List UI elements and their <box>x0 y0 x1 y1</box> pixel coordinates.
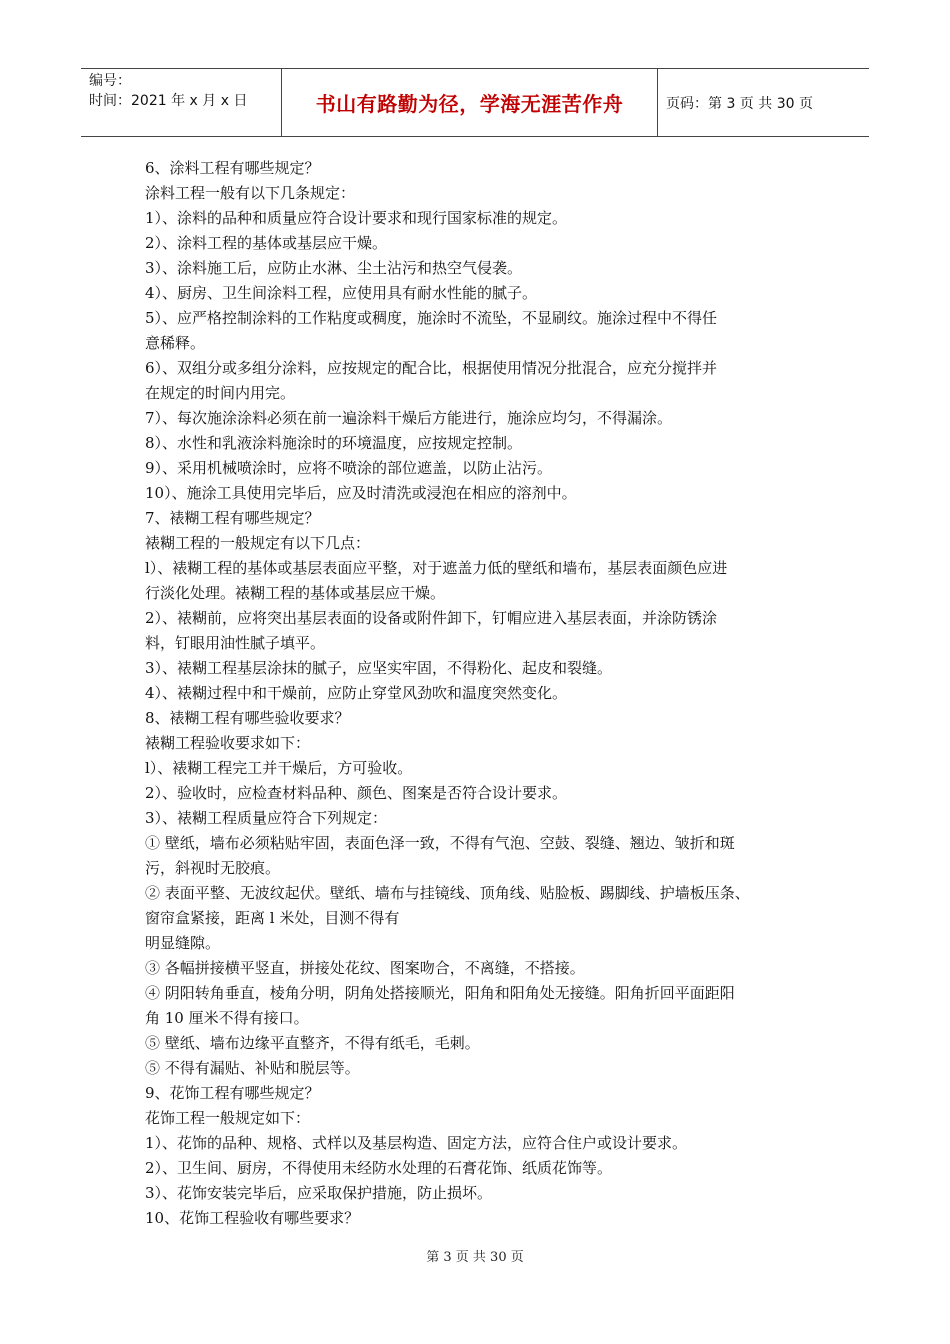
header-motto: 书山有路勤为径，学海无涯苦作舟 <box>282 69 658 136</box>
body-line: 料，钉眼用油性腻子填平。 <box>145 634 326 652</box>
body-line: 在规定的时间内用完。 <box>145 384 296 402</box>
body-line: 3）、涂料施工后，应防止水淋、尘土沾污和热空气侵袭。 <box>145 259 523 277</box>
body-line: 1）、花饰的品种、规格、式样以及基层构造、固定方法，应符合住户或设计要求。 <box>145 1134 688 1152</box>
body-line: 行淡化处理。裱糊工程的基体或基层应干燥。 <box>145 584 446 602</box>
header-page-info: 页码：第 3 页 共 30 页 <box>666 95 813 112</box>
body-line: 10）、施涂工具使用完毕后，应及时清洗或浸泡在相应的溶剂中。 <box>145 484 577 502</box>
body-line: 9、花饰工程有哪些规定？ <box>145 1084 320 1102</box>
body-line: 污，斜视时无胶痕。 <box>145 859 281 877</box>
body-line: 8）、水性和乳液涂料施涂时的环境温度，应按规定控制。 <box>145 434 523 452</box>
body-line: 2）、涂料工程的基体或基层应干燥。 <box>145 234 388 252</box>
body-line: 3）、花饰安装完毕后，应采取保护措施，防止损坏。 <box>145 1184 493 1202</box>
document-number-label: 编号： <box>89 73 131 89</box>
body-line: 裱糊工程的一般规定有以下几点： <box>145 534 371 552</box>
page-footer: 第 3 页 共 30 页 <box>426 1250 524 1265</box>
body-line: 裱糊工程验收要求如下： <box>145 734 311 752</box>
page-header <box>81 68 869 137</box>
body-line: ④ 阴阳转角垂直，棱角分明，阴角处搭接顺光，阳角和阳角处无接缝。阳角折回平面距阳 <box>145 984 735 1002</box>
body-line: 2）、验收时，应检查材料品种、颜色、图案是否符合设计要求。 <box>145 784 568 802</box>
body-line: 6、涂料工程有哪些规定？ <box>145 159 320 177</box>
body-line: 花饰工程一般规定如下： <box>145 1109 311 1127</box>
body-line: ⑤ 壁纸、墙布边缘平直整齐，不得有纸毛，毛刺。 <box>145 1034 480 1052</box>
body-line: 窗帘盒紧接，距离 l 米处，目测不得有 <box>145 909 400 927</box>
body-line: l）、裱糊工程完工并干燥后，方可验收。 <box>145 759 413 777</box>
body-line: 3）、裱糊工程质量应符合下列规定： <box>145 809 388 827</box>
body-line: 4）、裱糊过程中和干燥前，应防止穿堂风劲吹和温度突然变化。 <box>145 684 568 702</box>
body-line: 1）、涂料的品种和质量应符合设计要求和现行国家标准的规定。 <box>145 209 568 227</box>
body-line: 2）、卫生间、厨房，不得使用未经防水处理的石膏花饰、纸质花饰等。 <box>145 1159 613 1177</box>
body-line: ② 表面平整、无波纹起伏。壁纸、墙布与挂镜线、顶角线、贴脸板、踢脚线、护墙板压条、 <box>145 884 750 902</box>
body-line: ⑤ 不得有漏贴、补贴和脱层等。 <box>145 1059 360 1077</box>
document-date: 时间：2021 年 x 月 x 日 <box>89 93 248 109</box>
body-line: 2）、裱糊前，应将突出基层表面的设备或附件卸下，钉帽应进入基层表面，并涂防锈涂 <box>145 609 718 627</box>
document-body <box>145 156 820 1231</box>
body-line: 8、裱糊工程有哪些验收要求？ <box>145 709 350 727</box>
body-line: ③ 各幅拼接横平竖直，拼接处花纹、图案吻合，不离缝，不搭接。 <box>145 959 585 977</box>
body-line: 角 10 厘米不得有接口。 <box>145 1009 309 1027</box>
body-line: 意稀释。 <box>145 334 206 352</box>
body-line: 明显缝隙。 <box>145 934 221 952</box>
body-line: l）、裱糊工程的基体或基层表面应平整，对于遮盖力低的壁纸和墙布，基层表面颜色应进 <box>145 559 728 577</box>
body-line: 10、花饰工程验收有哪些要求？ <box>145 1209 360 1227</box>
body-line: 7）、每次施涂涂料必须在前一遍涂料干燥后方能进行，施涂应均匀，不得漏涂。 <box>145 409 673 427</box>
header-meta <box>81 69 282 136</box>
body-line: ① 壁纸，墙布必须粘贴牢固，表面色泽一致，不得有气泡、空鼓、裂缝、翘边、皱折和斑 <box>145 834 735 852</box>
body-line: 涂料工程一般有以下几条规定： <box>145 184 356 202</box>
body-line: 6）、双组分或多组分涂料，应按规定的配合比，根据使用情况分批混合，应充分搅拌并 <box>145 359 718 377</box>
body-line: 3）、裱糊工程基层涂抹的腻子，应坚实牢固，不得粉化、起皮和裂缝。 <box>145 659 613 677</box>
body-line: 7、裱糊工程有哪些规定？ <box>145 509 320 527</box>
body-line: 4）、厨房、卫生间涂料工程，应使用具有耐水性能的腻子。 <box>145 284 538 302</box>
body-line: 5）、应严格控制涂料的工作粘度或稠度，施涂时不流坠，不显刷纹。施涂过程中不得任 <box>145 309 718 327</box>
body-line: 9）、采用机械喷涂时，应将不喷涂的部位遮盖，以防止沾污。 <box>145 459 553 477</box>
